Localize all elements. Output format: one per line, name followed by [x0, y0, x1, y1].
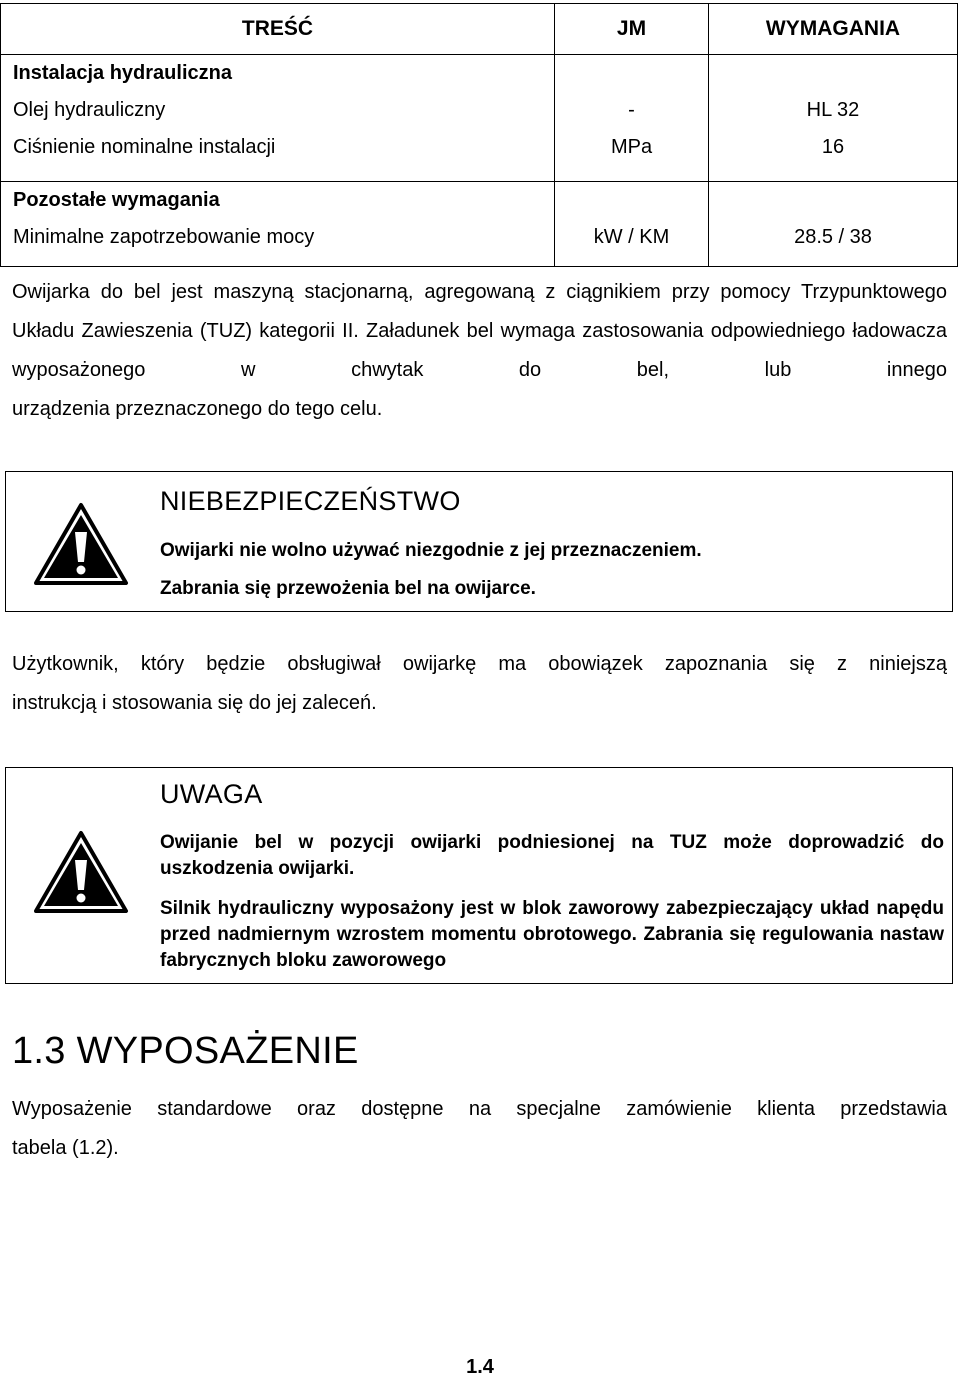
section-text-tail: tabela (1.2). — [12, 1137, 119, 1159]
group-other-units — [555, 181, 709, 266]
danger-line: Zabrania się przewożenia bel na owijarce. — [160, 578, 536, 599]
table-row — [1, 55, 958, 182]
section-heading: 1.3 WYPOSAŻENIE — [12, 1030, 359, 1072]
row-value: 28.5 / 38 — [794, 225, 872, 248]
group-other-values — [709, 181, 958, 266]
intro-paragraph — [12, 273, 947, 429]
row-name: Minimalne zapotrzebowanie mocy — [13, 225, 315, 248]
table-row — [1, 181, 958, 266]
danger-title: NIEBEZPIECZEŃSTWO — [160, 486, 461, 516]
intro-text: Owijarka do bel jest maszyną stacjonarną, agregowaną z ciągnikiem przy pomocy Trzypunktowego Układu Zawieszenia (TUZ) kategorii II. Załadunek bel wymaga zastosowania odpowiedniego ładowacza wyposażonego w chwytak do bel, lub innego — [12, 281, 947, 381]
header-content: TREŚĆ — [1, 4, 555, 55]
row-name: Olej hydrauliczny — [13, 99, 166, 121]
row-name: Ciśnienie nominalne instalacji — [13, 136, 276, 158]
caution-line: Owijanie bel w pozycji owijarki podniesionej na TUZ może doprowadzić do uszkodzenia owijarki. — [160, 832, 944, 879]
intro-text-tail: urządzenia przeznaczonego do tego celu. — [12, 398, 383, 420]
user-text-tail: instrukcją i stosowania się do jej zaleceń. — [12, 692, 377, 714]
section-paragraph — [12, 1090, 947, 1168]
row-unit: MPa — [610, 136, 653, 158]
row-value: HL 32 — [806, 99, 860, 121]
group-hydraulic-names — [1, 55, 555, 182]
requirements-table — [0, 3, 958, 267]
group-title: Instalacja hydrauliczna — [13, 62, 232, 84]
warning-triangle-icon — [33, 502, 129, 586]
group-hydraulic-values — [709, 55, 958, 182]
section-text: Wyposażenie standardowe oraz dostępne na specjalne zamówienie klienta przedstawia — [12, 1098, 947, 1120]
header-requirements: WYMAGANIA — [709, 4, 958, 55]
danger-line: Owijarki nie wolno używać niezgodnie z jej przeznaczeniem. — [160, 540, 702, 561]
group-title: Pozostałe wymagania — [13, 188, 220, 211]
warning-triangle-icon — [33, 830, 129, 914]
page-number: 1.4 — [466, 1356, 494, 1378]
header-unit: JM — [555, 4, 709, 55]
row-value: 16 — [821, 136, 845, 158]
user-paragraph — [12, 645, 947, 723]
caution-line: Silnik hydrauliczny wyposażony jest w blok zaworowy zabezpieczający układ napędu przed nadmiernym wzrostem momentu obrotowego. Zabrania się regulowania nastaw fabrycznych bloku zaworowego — [160, 898, 944, 971]
row-unit: - — [628, 99, 635, 121]
caution-title: UWAGA — [160, 779, 263, 809]
row-unit: kW / KM — [593, 225, 670, 248]
danger-notice — [5, 471, 953, 612]
table-header-row — [1, 4, 958, 55]
group-hydraulic-units — [555, 55, 709, 182]
caution-notice — [5, 767, 953, 984]
user-text: Użytkownik, który będzie obsługiwał owijarkę ma obowiązek zapoznania się z niniejszą — [12, 653, 947, 675]
group-other-names — [1, 181, 555, 266]
